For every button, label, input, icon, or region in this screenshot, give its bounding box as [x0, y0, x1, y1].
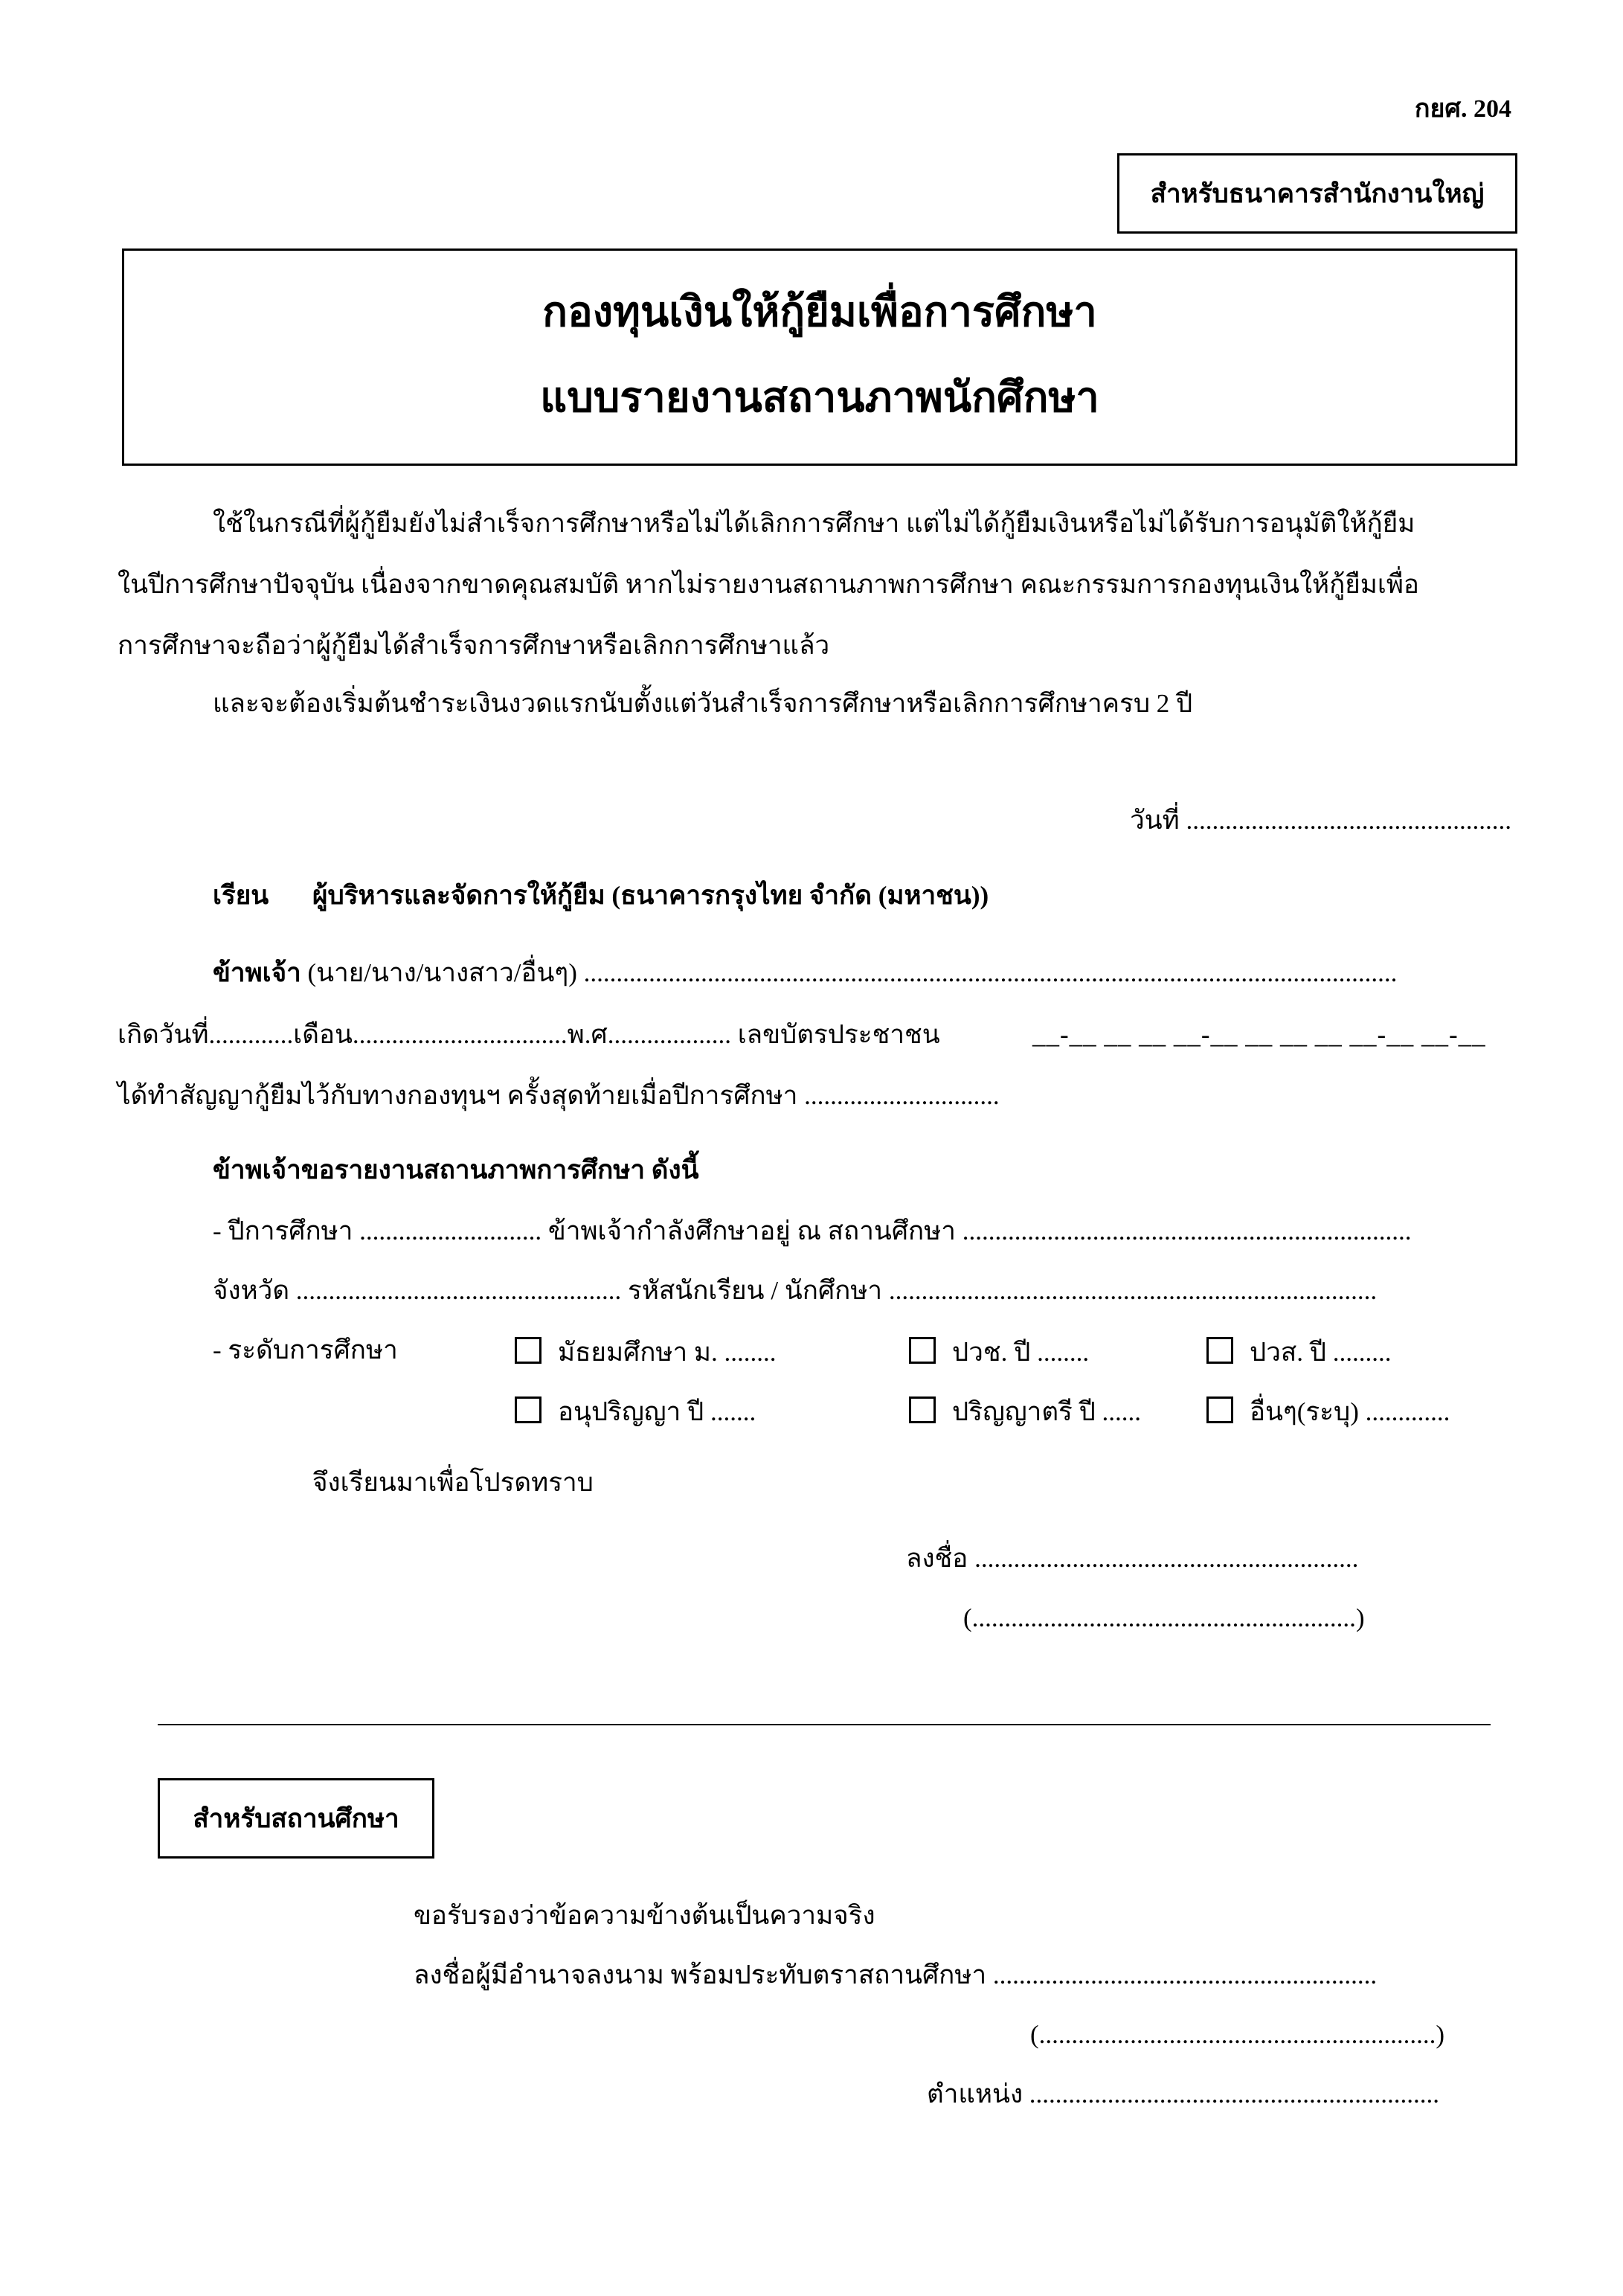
- level-option-label: ปวช. ปี ........: [952, 1338, 1090, 1367]
- level-option-diploma[interactable]: [515, 1396, 756, 1425]
- level-option-secondary[interactable]: [515, 1337, 776, 1365]
- school-box: [158, 1778, 434, 1859]
- level-option-label: ปวส. ปี .........: [1250, 1338, 1392, 1367]
- education-level-label: - ระดับการศึกษา: [213, 1335, 398, 1365]
- level-option-label: อนุปริญญา ปี .......: [558, 1397, 756, 1426]
- signature-name-field[interactable]: (...........................................................): [963, 1603, 1365, 1632]
- intro-line-2: ในปีการศึกษาปัจจุบัน เนื่องจากขาดคุณสมบัติ หากไม่รายงานสถานภาพการศึกษา คณะกรรมการกองทุนเงินให้กู้ยืมเพื่อ: [118, 570, 1419, 599]
- level-option-bachelor[interactable]: [909, 1396, 1141, 1425]
- contract-year-line[interactable]: ได้ทำสัญญากู้ยืมไว้กับทางกองทุนฯ ครั้งสุดท้ายเมื่อปีการศึกษา ..............................: [118, 1081, 1000, 1110]
- addressee-value: ผู้บริหารและจัดการให้กู้ยืม (ธนาคารกรุงไทย จำกัด (มหาชน)): [312, 881, 989, 910]
- checkbox-icon[interactable]: [1206, 1396, 1233, 1423]
- checkbox-icon[interactable]: [909, 1337, 936, 1364]
- status-heading: ข้าพเจ้าขอรายงานสถานภาพการศึกษา ดังนี้: [213, 1155, 699, 1184]
- level-option-label: อื่นๆ(ระบุ) .............: [1250, 1397, 1450, 1426]
- date-field[interactable]: วันที่ ..................................................: [1130, 806, 1511, 835]
- level-option-label: ปริญญาตรี ปี ......: [952, 1397, 1142, 1426]
- addressee-label: เรียน: [213, 881, 269, 910]
- bank-office-label: สำหรับธนาคารสำนักงานใหญ่: [1150, 179, 1485, 208]
- borrower-name-row: [213, 960, 1397, 986]
- school-signer-name-field[interactable]: (.............................................................): [1030, 2020, 1445, 2049]
- checkbox-icon[interactable]: [515, 1337, 541, 1364]
- form-code: กยศ. 204: [1414, 95, 1511, 123]
- intro-line-3: การศึกษาจะถือว่าผู้กู้ยืมได้สำเร็จการศึกษาหรือเลิกการศึกษาแล้ว: [118, 631, 830, 660]
- signature-field[interactable]: ลงชื่อ ...........................................................: [906, 1544, 1359, 1573]
- academic-year-line[interactable]: - ปีการศึกษา ............................ ข้าพเจ้ากำลังศึกษาอยู่ ณ สถานศึกษา .....................................................................: [213, 1216, 1412, 1245]
- checkbox-icon[interactable]: [909, 1396, 936, 1423]
- checkbox-icon[interactable]: [1206, 1337, 1233, 1364]
- intro-line-1: ใช้ในกรณีที่ผู้กู้ยืมยังไม่สำเร็จการศึกษาหรือไม่ได้เลิกการศึกษา แต่ไม่ได้กู้ยืมเงินหรือไม่ได้รับการอนุมัติให้กู้ยืม: [213, 509, 1415, 538]
- title-box: [122, 248, 1517, 466]
- level-option-label: มัธยมศึกษา ม. ........: [558, 1338, 777, 1367]
- birth-date-line[interactable]: เกิดวันที่.............เดือน.................................พ.ศ................... เลขบัตรประชาชน: [118, 1020, 940, 1049]
- checkbox-icon[interactable]: [515, 1396, 541, 1423]
- level-option-high-vocational[interactable]: [1206, 1337, 1391, 1365]
- bank-office-box: [1117, 153, 1517, 234]
- school-box-label: สำหรับสถานศึกษา: [193, 1804, 399, 1833]
- province-student-id-line[interactable]: จังหวัด .................................................. รหัสนักเรียน / นักศึกษา ...........................................................................: [213, 1276, 1378, 1305]
- school-signature-field[interactable]: ลงชื่อผู้มีอำนาจลงนาม พร้อมประทับตราสถานศึกษา ...........................................................: [414, 1960, 1378, 1989]
- section-divider: [158, 1724, 1491, 1725]
- level-option-other[interactable]: [1206, 1396, 1450, 1425]
- title-line-1: กองทุนเงินให้กู้ยืมเพื่อการศึกษา: [542, 289, 1097, 336]
- borrower-name-field[interactable]: (นาย/นาง/นางสาว/อื่นๆ) .............................................................................................................................: [307, 958, 1398, 987]
- citizen-id-field[interactable]: __-__ __ __ __-__ __ __ __ __-__ __-__: [1032, 1020, 1486, 1049]
- level-option-vocational-cert[interactable]: [909, 1337, 1089, 1365]
- intro-line-4: และจะต้องเริ่มต้นชำระเงินงวดแรกนับตั้งแต่วันสำเร็จการศึกษาหรือเลิกการศึกษาครบ 2 ปี: [213, 689, 1193, 718]
- school-position-field[interactable]: ตำแหน่ง ...............................................................: [927, 2079, 1440, 2109]
- closing-text: จึงเรียนมาเพื่อโปรดทราบ: [312, 1468, 594, 1497]
- certify-text: ขอรับรองว่าข้อความข้างต้นเป็นความจริง: [414, 1901, 875, 1930]
- borrower-label: ข้าพเจ้า: [213, 958, 301, 987]
- title-line-2: แบบรายงานสถานภาพนักศึกษา: [540, 375, 1099, 421]
